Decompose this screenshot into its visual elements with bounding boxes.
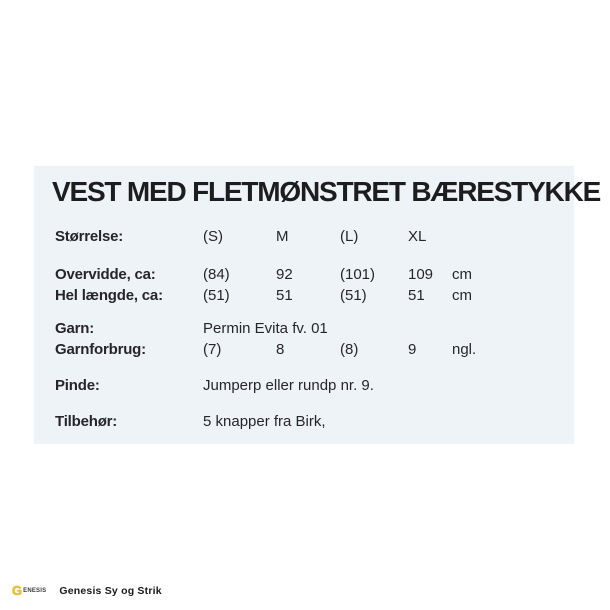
- needles-value: Jumperp eller rundp nr. 9.: [203, 377, 374, 394]
- value-cell: 92: [276, 266, 293, 283]
- row-label: Hel længde, ca:: [55, 287, 163, 304]
- table-row-size: [55, 227, 566, 248]
- notions-value: 5 knapper fra Birk,: [203, 413, 326, 430]
- value-cell: (8): [340, 341, 359, 358]
- size-xl: XL: [408, 228, 427, 245]
- value-cell: 8: [276, 341, 285, 358]
- value-cell: 9: [408, 341, 417, 358]
- brand-footer: [12, 582, 162, 600]
- table-row-notions: [55, 412, 566, 433]
- row-label: Overvidde, ca:: [55, 266, 156, 283]
- value-cell: (7): [203, 341, 222, 358]
- value-cell: 51: [408, 287, 425, 304]
- value-cell: 51: [276, 287, 293, 304]
- row-label: Pinde:: [55, 377, 100, 394]
- table-row-yarn: [55, 319, 566, 340]
- yarn-value: Permin Evita fv. 01: [203, 320, 328, 337]
- value-cell: (51): [203, 287, 230, 304]
- pattern-title: VEST MED FLETMØNSTRET BÆRESTYKKE: [52, 176, 601, 207]
- unit-cell: cm: [452, 287, 472, 304]
- table-row-yarn-usage: [55, 340, 566, 361]
- size-m: M: [276, 228, 289, 245]
- value-cell: (84): [203, 266, 230, 283]
- value-cell: (101): [340, 266, 376, 283]
- table-row-bust: [55, 265, 566, 286]
- size-s: (S): [203, 228, 223, 245]
- pattern-spec-sheet: [34, 166, 601, 444]
- genesis-logo-icon: [12, 584, 46, 598]
- value-cell: 109: [408, 266, 434, 283]
- brand-name: Genesis Sy og Strik: [59, 585, 162, 597]
- value-cell: (51): [340, 287, 367, 304]
- unit-cell: cm: [452, 266, 472, 283]
- row-label: Garnforbrug:: [55, 341, 146, 358]
- row-label: Størrelse:: [55, 228, 124, 245]
- table-row-length: [55, 286, 566, 307]
- table-row-needles: [55, 376, 566, 397]
- row-label: Tilbehør:: [55, 413, 118, 430]
- genesis-logo-word: ENESIS: [23, 588, 47, 594]
- unit-cell: ngl.: [452, 341, 477, 358]
- size-l: (L): [340, 228, 359, 245]
- genesis-logo-g: G: [12, 583, 23, 598]
- row-label: Garn:: [55, 320, 95, 337]
